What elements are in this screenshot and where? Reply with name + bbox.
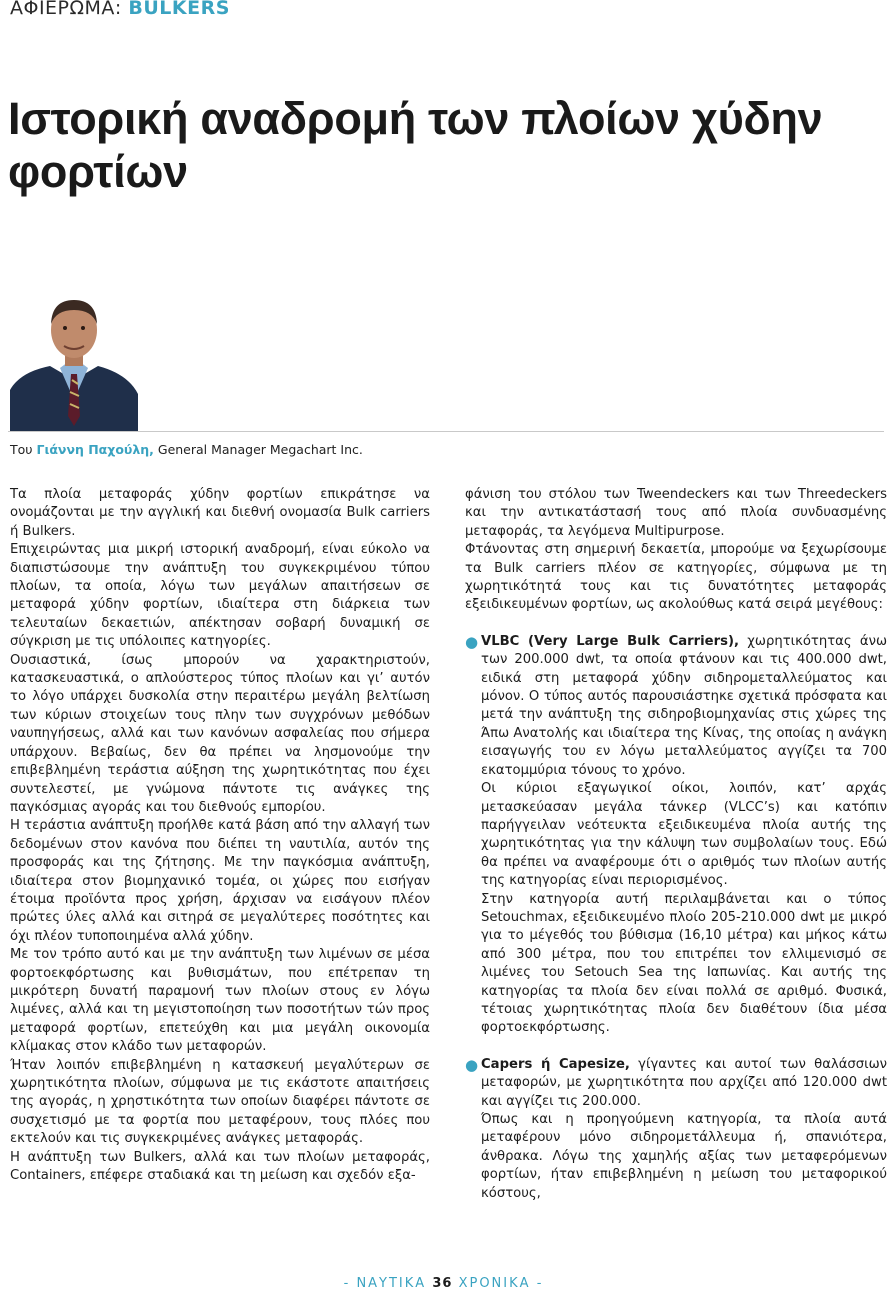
paragraph: Ήταν λοιπόν επιβεβλημένη η κατασκευή μεγαλύτερων σε χωρητικότητα πλοίων, σύμφωνα με τις εκάστοτε απαιτήσεις της αγοράς, η χρηστικότητα των οποίων διαφέρει πάντοτε σε συσχετισμό με τα φορτία που μεταφέρουν, τους πλόες που εκτελούν και τις συγκεκριμένες ανάγκες μεταφοράς. xyxy=(10,1057,430,1147)
paragraph: Ουσιαστικά, ίσως μπορούν να χαρακτηριστούν, κατασκευαστικά, ο απλούστερος τύπος πλοίων και γι’ αυτόν το λόγο υπάρχει δυσκολία στην περαιτέρω μεγάλη βελτίωση των κύριων στοιχείων τους πλην των συγχρόνων μεθόδων ναυπηγήσεως, αλλά και των κανόνων ασφαλείας που σήμερα υπάρχουν. Βεβαίως, δεν θα πρέπει να λησμονούμε την επιβεβλημένη τεράστια αύξηση της χωρητικότητας που έχει συντελεστεί, με γνώμονα πάντοτε τις ανάγκες της παγκόσμιας αγοράς και του διεθνούς εμπορίου. xyxy=(10,652,430,815)
magazine-name: ΧΡΟΝΙΚΑ xyxy=(458,1276,531,1291)
byline-author: Γιάννη Παχούλη, xyxy=(36,442,154,457)
author-photo-icon xyxy=(10,288,138,431)
divider xyxy=(8,431,884,432)
page-footer xyxy=(0,1276,887,1291)
footer-dash: - xyxy=(343,1276,351,1291)
paragraph: φάνιση του στόλου των Tweendeckers και των Threedeckers και την αντικατάστασή τους από πλοία συνδυασμένης μεταφοράς, τα λεγόμενα Multipurpose. xyxy=(465,487,887,539)
vlbc-term: VLBC (Very Large Bulk Carriers), xyxy=(481,633,740,649)
left-column xyxy=(10,486,430,1185)
magazine-name: ΝΑΥΤΙΚΑ xyxy=(356,1276,427,1291)
section-brand: BULKERS xyxy=(128,0,230,19)
bullet-dot-icon: ● xyxy=(465,632,479,651)
bullet-dot-icon: ● xyxy=(465,1055,479,1074)
section-label: ΑΦΙΕΡΩΜΑ: xyxy=(10,0,129,19)
footer-dash: - xyxy=(536,1276,544,1291)
byline-prefix: Του xyxy=(10,442,37,457)
paragraph: Στην κατηγορία αυτή περιλαμβάνεται και ο τύπος Setouchmax, εξειδικευμένο πλοίο 205-210.000 dwt με μικρό για το μέγεθός του βύθισμα (16,10 μέτρα) και μήκος κάτω από 300 μέτρα, που του επιτρέπει τον ελλιμενισμό σε λιμένες του Setouch Sea της Ιαπωνίας. Και αυτής της κατηγορίας τα πλοία δεν είναι πολλά σε αριθμό. Φυσικά, τέτοιας χωρητικότητας πλοία δεν διαθέτουν ίδια μέσα φορτοεκφόρτωσης. xyxy=(481,891,887,1036)
list-item-vlbc xyxy=(465,633,887,1038)
vlbc-text: χωρητικότητας άνω των 200.000 dwt, τα οποία φτάνουν και τις 400.000 dwt, ειδικά στη μεταφορά χύδην σιδηρομεταλλεύματος και μόνον. Ο τύπος αυτός παρουσιάστηκε σχετικά πρόσφατα και μετά την ανάπτυξη της σιδηροβιομηχανίας στις χώρες της Άπω Ανατολής και ιδιαίτερα της Κίνας, της οποίας η ανάγκη εισαγωγής του εν λόγω μεταλλεύματος αγγίζει τα 700 εκατομμύρια τόνους το χρόνο. xyxy=(481,633,887,778)
paragraph: Όπως και η προηγούμενη κατηγορία, τα πλοία αυτά μεταφέρουν μόνο σιδηρομετάλλευμα ή, σπανιότερα, άνθρακα. Λόγω της χαμηλής αξίας των μεταφερόμενων φορτίων, ήταν επιβεβλημένη η μείωση του μεταφορικού κόστους, xyxy=(481,1112,887,1201)
spacer xyxy=(465,615,887,633)
paragraph: Η τεράστια ανάπτυξη προήλθε κατά βάση από την αλλαγή των δεδομένων στον κανόνα που διέπει τη ναυτιλία, αυτόν της προσφοράς και της ζήτησης. Με την παγκόσμια ανάπτυξη, ιδιαίτερα στον βιομηχανικό τομέα, οι χώρες που εισήγαν έτοιμα προϊόντα προς χρήση, άρχισαν να εισάγουν πλέον πρώτες ύλες αλλά και σιτηρά σε μεγαλύτερες ποσότητες και όχι πλέον τυποποιημένα αλλά χύδην. xyxy=(10,818,430,944)
capesize-text: γίγαντες και αυτοί των θαλάσσιων μεταφορών, με χωρητικότητα που αρχίζει από 120.000 dwt και αγγίζει τις 200.000. xyxy=(481,1056,887,1109)
right-column xyxy=(465,486,887,1203)
section-header xyxy=(10,0,230,19)
paragraph: Τα πλοία μεταφοράς χύδην φορτίων επικράτησε να ονομάζονται με την αγγλική και διεθνή ονομασία Bulk carriers ή Bulkers. xyxy=(10,487,430,539)
paragraph: Η ανάπτυξη των Bulkers, αλλά και των πλοίων μεταφοράς, Containers, επέφερε σταδιακά και τη μείωση και σχεδόν εξα- xyxy=(10,1149,430,1184)
paragraph: Επιχειρώντας μια μικρή ιστορική αναδρομή, είναι εύκολο να διαπιστώσουμε την ανάπτυξη του συγκεκριμένου τύπου πλοίων, τα οποία, λόγω των μεγάλων απαιτήσεων σε μεταφορά χύδην φορτίων, ιδιαίτερα στη διάρκεια των τελευταίων δεκαετιών, απέκτησαν σοβαρή δυναμική σε σύγκριση με τις υπόλοιπες κατηγορίες. xyxy=(10,542,430,650)
page-number: 36 xyxy=(432,1276,453,1291)
paragraph: Οι κύριοι εξαγωγικοί οίκοι, λοιπόν, κατ’ αρχάς μετασκεύασαν μεγάλα τάνκερ (VLCC’s) και κατόπιν παρήγγειλαν νεότευκτα εξειδικευμένα πλοία αυτής της χωρητικότητας για την κάλυψη των συμβολαίων τους. Εδώ θα πρέπει να αναφέρουμε ότι ο αριθμός των πλοίων αυτής της κατηγορίας είναι περιορισμένος. xyxy=(481,781,887,889)
spacer xyxy=(465,1038,887,1056)
byline xyxy=(10,442,363,457)
paragraph: Φτάνοντας στη σημερινή δεκαετία, μπορούμε να ξεχωρίσουμε τα Bulk carriers πλέον σε κατηγορίες, σύμφωνα με τη χωρητικότητά τους και τις δυνατότητες μεταφοράς εξειδικευμένων φορτίων, ως ακολούθως κατά σειρά μεγέθους: xyxy=(465,542,887,613)
paragraph: Με τον τρόπο αυτό και με την ανάπτυξη των λιμένων σε μέσα φορτοεκφόρτωσης και βυθισμάτων, που επέτρεπαν τη μικρότερη δυνατή παραμονή των πλοίων στους εν λόγω λιμένες, αλλά και τη μεγιστοποίηση των ποσοτήτων τών προς μεταφορά φορτίων, επετεύχθη και μια μεγάλη οικονομία κλίμακας στον κλάδο των μεταφορών. xyxy=(10,947,430,1055)
capesize-term: Capers ή Capesize, xyxy=(481,1056,630,1072)
list-item-capesize xyxy=(465,1056,887,1203)
byline-role: General Manager Megachart Inc. xyxy=(153,442,363,457)
author-portrait xyxy=(10,288,138,431)
article-title: Ιστορική αναδρομή των πλοίων χύδην φορτίων xyxy=(8,93,823,197)
